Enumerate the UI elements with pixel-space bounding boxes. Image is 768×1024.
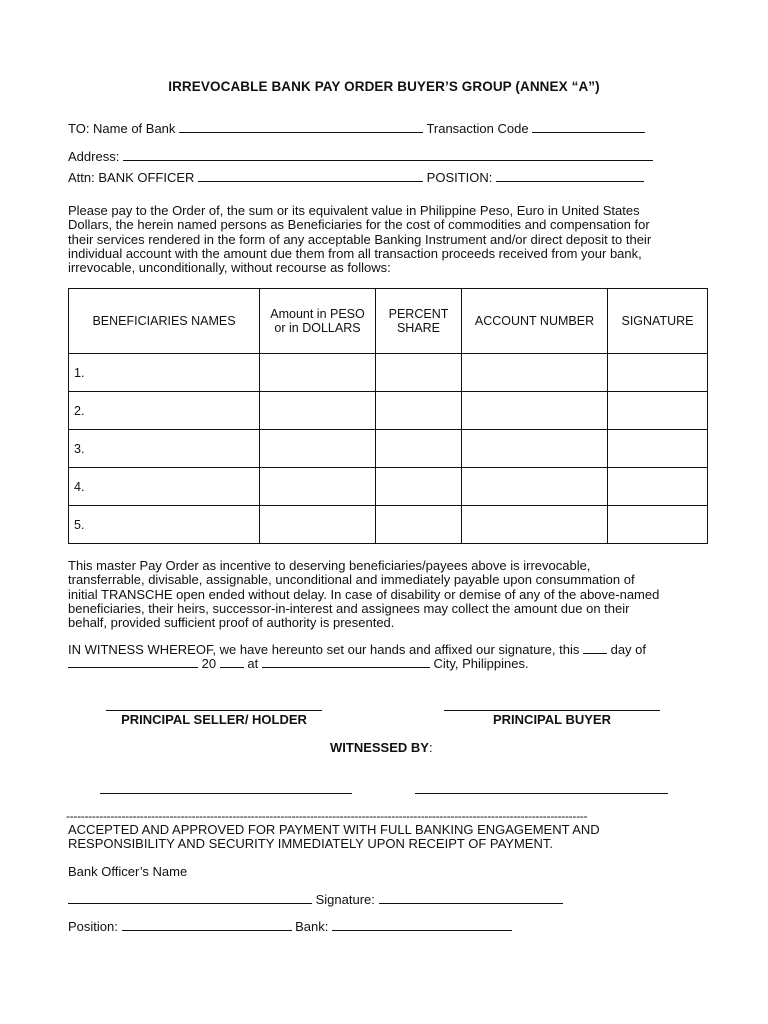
- percent-cell[interactable]: [376, 468, 462, 506]
- officer-position-field[interactable]: [122, 919, 292, 931]
- intro-line: Please pay to the Order of, the sum or its equivalent value in Philippine Peso, Euro in United States: [68, 203, 640, 218]
- intro-line: individual account with the amount due them from all transaction proceeds received from your bank,: [68, 245, 642, 261]
- witness-day-of: day of: [610, 642, 647, 657]
- master-line: transferrable, divisable, assignable, unconditional and immediately payable upon consummation of: [68, 572, 635, 588]
- transaction-code-label: Transaction Code: [426, 121, 529, 136]
- header-percent-share: PERCENT SHARE: [376, 289, 462, 354]
- signature-cell[interactable]: [608, 506, 708, 544]
- witness-1-signature-line[interactable]: [100, 793, 352, 794]
- address-field[interactable]: [123, 149, 653, 161]
- address-row: [68, 149, 653, 164]
- to-bank-label: TO: Name of Bank: [68, 121, 176, 136]
- witnessed-by-colon: :: [428, 740, 433, 755]
- bank-name-field[interactable]: [179, 121, 423, 133]
- table-row: [69, 430, 708, 468]
- intro-line: irrevocable, unconditionally, without recourse as follows:: [68, 260, 391, 276]
- beneficiary-name-cell[interactable]: 5.: [69, 506, 260, 544]
- position-field[interactable]: [496, 170, 644, 182]
- master-line: beneficiaries, their heirs, successor-in-interest and assignees may collect the amount due on their: [68, 600, 630, 616]
- city-field[interactable]: [262, 656, 430, 668]
- amount-cell[interactable]: [260, 430, 376, 468]
- percent-cell[interactable]: [376, 354, 462, 392]
- beneficiary-name-cell[interactable]: 2.: [69, 392, 260, 430]
- acceptance-paragraph: [68, 823, 700, 852]
- signature-cell[interactable]: [608, 392, 708, 430]
- acceptance-line: ACCEPTED AND APPROVED FOR PAYMENT WITH FULL BANKING ENGAGEMENT AND: [68, 822, 600, 837]
- account-cell[interactable]: [462, 468, 608, 506]
- year-field[interactable]: [220, 656, 244, 668]
- signature-cell[interactable]: [608, 430, 708, 468]
- amount-cell[interactable]: [260, 506, 376, 544]
- master-line: behalf, provided sufficient proof of authority is presented.: [68, 615, 395, 631]
- buyer-label: PRINCIPAL BUYER: [493, 712, 611, 727]
- transaction-code-field[interactable]: [532, 121, 645, 133]
- percent-cell[interactable]: [376, 430, 462, 468]
- witness-year-prefix: 20: [201, 656, 217, 671]
- account-cell[interactable]: [462, 506, 608, 544]
- day-field[interactable]: [583, 642, 607, 654]
- separator-dashes: ---------------------------------------------------------------------------------------------------------------------------------------------: [66, 809, 588, 823]
- table-header-row: [69, 289, 708, 354]
- bank-officer-field[interactable]: [198, 170, 423, 182]
- table-row: [69, 506, 708, 544]
- beneficiary-name-cell[interactable]: 4.: [69, 468, 260, 506]
- master-line: This master Pay Order as incentive to deserving beneficiaries/payees above is irrevocable,: [68, 558, 591, 573]
- position-bank-row: [68, 919, 512, 934]
- header-beneficiaries-names: BENEFICIARIES NAMES: [69, 289, 260, 354]
- percent-cell[interactable]: [376, 392, 462, 430]
- document-title: IRREVOCABLE BANK PAY ORDER BUYER’S GROUP (ANNEX “A”): [168, 79, 600, 94]
- witnessed-by-label: WITNESSED BY: [330, 740, 429, 755]
- to-bank-row: [68, 121, 645, 136]
- table-row: [69, 392, 708, 430]
- header-amount: Amount in PESO or in DOLLARS: [260, 289, 376, 354]
- account-cell[interactable]: [462, 392, 608, 430]
- amount-cell[interactable]: [260, 468, 376, 506]
- witness-city-suffix: City, Philippines.: [433, 656, 529, 671]
- amount-cell[interactable]: [260, 392, 376, 430]
- officer-position-label: Position:: [68, 919, 118, 934]
- intro-line: Dollars, the herein named persons as Beneficiaries for the cost of commodities and compensation for: [68, 217, 650, 233]
- address-label: Address:: [68, 149, 120, 164]
- officer-signature-field[interactable]: [379, 892, 563, 904]
- bank-label: Bank:: [295, 919, 329, 934]
- attn-row: [68, 170, 644, 185]
- bank-officer-name-label: Bank Officer’s Name: [68, 864, 188, 879]
- month-field[interactable]: [68, 656, 198, 668]
- amount-cell[interactable]: [260, 354, 376, 392]
- beneficiary-name-cell[interactable]: 3.: [69, 430, 260, 468]
- percent-cell[interactable]: [376, 506, 462, 544]
- officer-name-field[interactable]: [68, 892, 312, 904]
- header-account-number: ACCOUNT NUMBER: [462, 289, 608, 354]
- account-cell[interactable]: [462, 430, 608, 468]
- header-signature: SIGNATURE: [608, 289, 708, 354]
- signature-cell[interactable]: [608, 468, 708, 506]
- master-line: initial TRANSCHE open ended without delay. In case of disability or demise of any of the above-named: [68, 586, 660, 602]
- signature-cell[interactable]: [608, 354, 708, 392]
- signature-label: Signature:: [315, 892, 375, 907]
- table-row: [69, 468, 708, 506]
- intro-paragraph: [68, 204, 700, 275]
- beneficiaries-table: [68, 288, 708, 544]
- officer-signature-row: [68, 892, 563, 907]
- attn-label: Attn: BANK OFFICER: [68, 170, 195, 185]
- acceptance-line: RESPONSIBILITY AND SECURITY IMMEDIATELY UPON RECEIPT OF PAYMENT.: [68, 836, 553, 852]
- master-paragraph: [68, 559, 700, 630]
- witness-line-2: [68, 656, 529, 671]
- buyer-signature-line[interactable]: [444, 710, 660, 711]
- seller-label: PRINCIPAL SELLER/ HOLDER: [121, 712, 307, 727]
- witness-at: at: [247, 656, 259, 671]
- bank-field[interactable]: [332, 919, 512, 931]
- intro-line: their services rendered in the form of any acceptable Banking Instrument and/or direct deposit to their: [68, 231, 652, 247]
- position-label: POSITION:: [426, 170, 493, 185]
- seller-signature-line[interactable]: [106, 710, 322, 711]
- beneficiary-name-cell[interactable]: 1.: [69, 354, 260, 392]
- account-cell[interactable]: [462, 354, 608, 392]
- witness-2-signature-line[interactable]: [415, 793, 668, 794]
- witness-line-1: [68, 642, 646, 657]
- witness-prefix: IN WITNESS WHEREOF, we have hereunto set our hands and affixed our signature, this: [68, 642, 580, 657]
- table-row: [69, 354, 708, 392]
- witnessed-by: [330, 740, 433, 755]
